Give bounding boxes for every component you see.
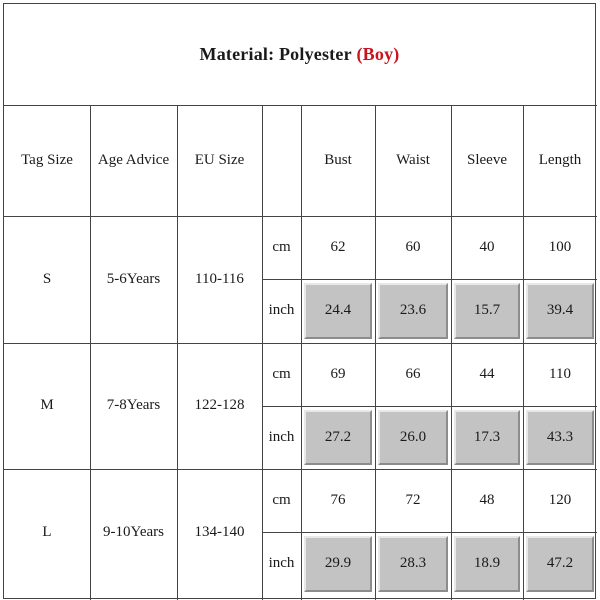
unit-label-inch: inch xyxy=(268,555,295,572)
header-bust: Bust xyxy=(324,152,352,168)
length-inch-value: 47.2 xyxy=(546,555,574,572)
unit-label-cm: cm xyxy=(272,239,291,256)
unit-label-cm: cm xyxy=(272,365,291,382)
tag-size-cell: S xyxy=(42,270,52,287)
header-sleeve: Sleeve xyxy=(467,152,507,168)
waist-cm-value: 72 xyxy=(405,492,421,509)
bust-cm-value: 76 xyxy=(330,492,346,509)
unit-label-cm: cm xyxy=(272,492,291,509)
length-cm-value: 120 xyxy=(548,492,572,509)
eu-size-cell: 110-116 xyxy=(195,270,244,287)
waist-inch-value: 26.0 xyxy=(399,428,427,445)
bust-inch-value: 24.4 xyxy=(324,302,352,319)
eu-size-cell: 122-128 xyxy=(194,397,245,414)
sleeve-cm-value: 48 xyxy=(479,492,495,509)
size-chart xyxy=(3,3,596,599)
title-gender: (Boy) xyxy=(356,44,400,64)
bust-inch-value: 27.2 xyxy=(324,428,352,445)
waist-inch-value: 23.6 xyxy=(399,302,427,319)
sleeve-cm-value: 40 xyxy=(479,239,495,256)
sleeve-inch-value: 18.9 xyxy=(473,555,501,572)
waist-cm-value: 60 xyxy=(405,239,421,256)
age-advice-cell: 7-8Years xyxy=(106,397,161,414)
header-age-advice: Age Advice xyxy=(97,152,170,168)
length-inch-value: 39.4 xyxy=(546,302,574,319)
unit-label-inch: inch xyxy=(268,302,295,319)
length-cm-value: 100 xyxy=(548,239,572,256)
age-advice-cell: 9-10Years xyxy=(103,523,164,540)
bust-cm-value: 62 xyxy=(330,239,346,256)
sleeve-cm-value: 44 xyxy=(479,365,495,382)
title-material: Material: Polyester xyxy=(199,44,352,64)
bust-cm-value: 69 xyxy=(330,365,346,382)
length-inch-value: 43.3 xyxy=(546,428,574,445)
waist-cm-value: 66 xyxy=(405,365,421,382)
header-tag-size: Tag Size xyxy=(21,152,73,168)
bust-inch-value: 29.9 xyxy=(324,555,352,572)
unit-label-inch: inch xyxy=(268,428,295,445)
header-unit xyxy=(262,105,301,216)
sleeve-inch-value: 17.3 xyxy=(473,428,501,445)
chart-title xyxy=(4,4,595,105)
header-length: Length xyxy=(538,152,582,168)
waist-inch-value: 28.3 xyxy=(399,555,427,572)
sleeve-inch-value: 15.7 xyxy=(473,302,501,319)
tag-size-cell: M xyxy=(40,397,54,414)
length-cm-value: 110 xyxy=(549,365,571,382)
age-advice-cell: 5-6Years xyxy=(106,270,161,287)
header-waist: Waist xyxy=(396,152,430,168)
header-eu-size: EU Size xyxy=(194,152,245,168)
tag-size-cell: L xyxy=(42,523,52,540)
eu-size-cell: 134-140 xyxy=(194,523,245,540)
